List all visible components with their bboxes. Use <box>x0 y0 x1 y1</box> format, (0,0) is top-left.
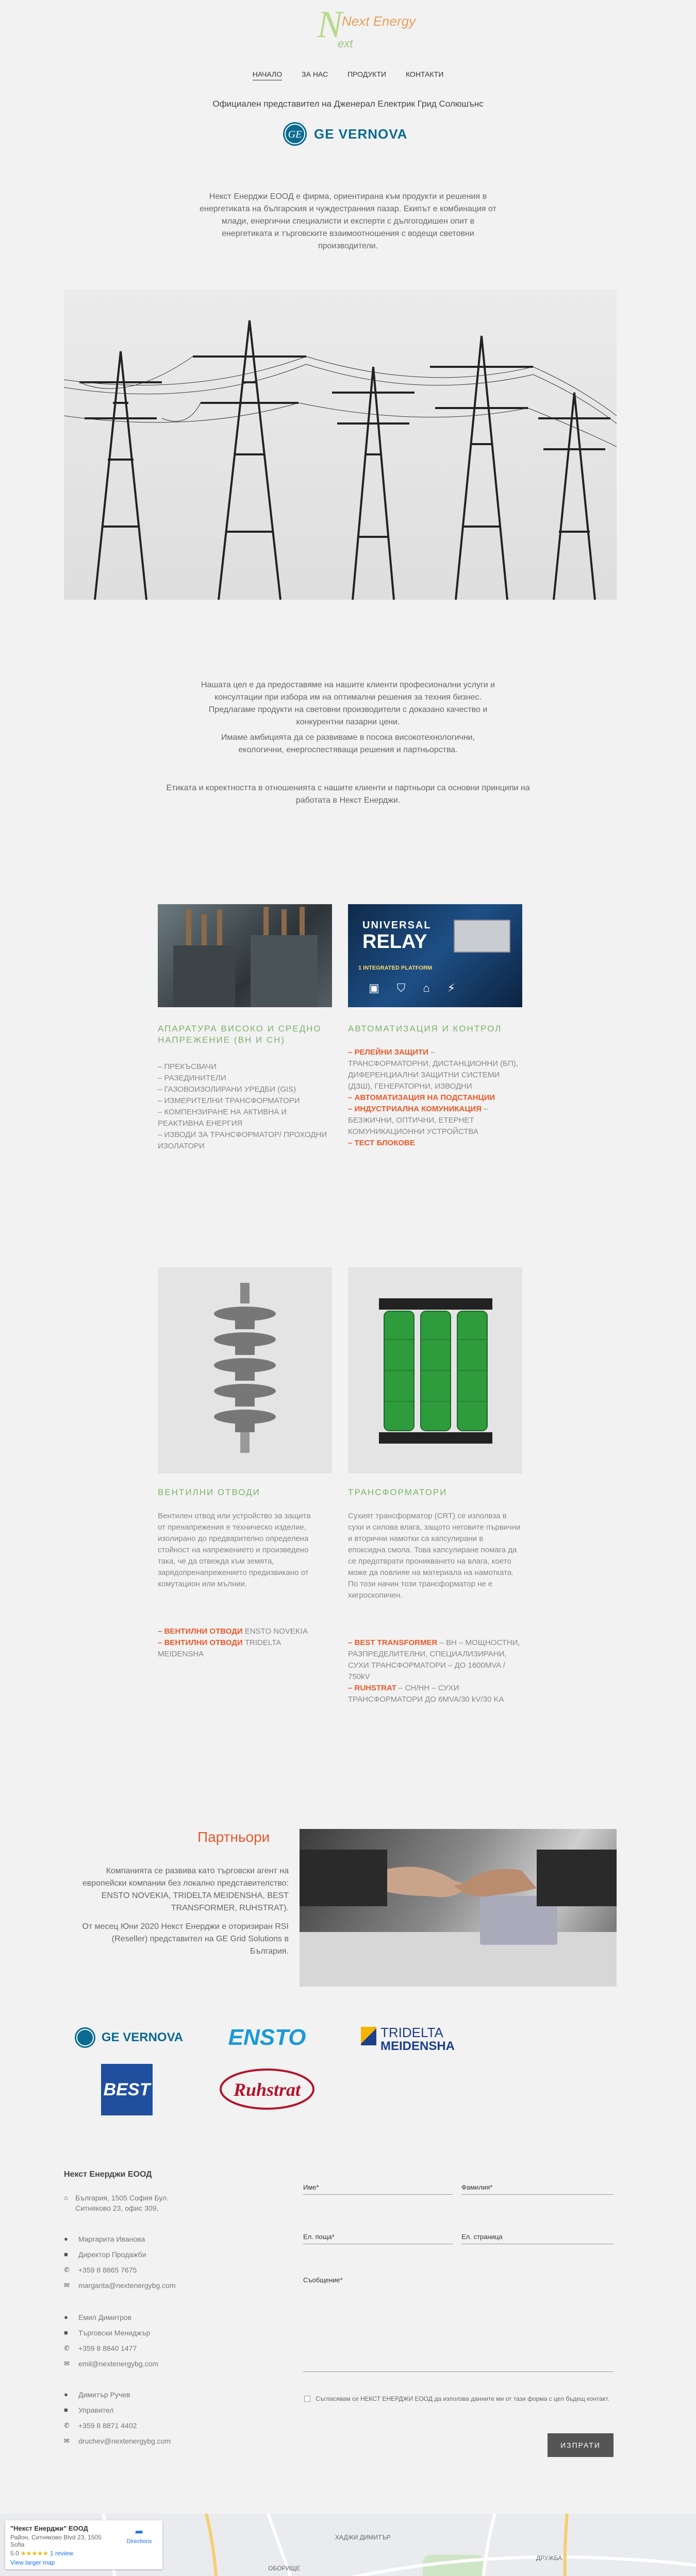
message-textarea[interactable]: Съобщение* <box>303 2276 614 2372</box>
partners-text <box>77 1865 289 1958</box>
map-label-oborishte: ОБОРИЩЕ <box>268 2565 301 2572</box>
hv-equipment-title[interactable]: АПАРАТУРА ВИСОКО И СРЕДНО НАПРЕЖЕНИЕ (ВН И СН) <box>158 1024 322 1045</box>
map-place-card <box>5 2520 162 2569</box>
list-item: – ВЕНТИЛНИ ОТВОДИ TRIDELTA MEIDENSHA <box>158 1638 281 1658</box>
email-input[interactable]: Ел. поща* <box>303 2233 453 2244</box>
contact-person-3: ● Димитър Ручев ■ Управител ✆ +359 8 8871 4402 ✉ druchev@nextenergybg.com <box>64 2391 171 2445</box>
logo-letter: N <box>317 4 343 46</box>
automation-title[interactable]: АВТОМАТИЗАЦИЯ И КОНТРОЛ <box>348 1024 502 1033</box>
nav-contacts[interactable]: КОНТАКТИ <box>406 70 444 78</box>
list-item: – BEST TRANSFORMER – ВН – МОЩНОСТНИ, РАЗПРЕДЕЛИТЕЛНИ, СПЕЦИАЛИЗИРАНИ, СУХИ ТРАНСФОРМАТОРИ – ДО 1600MVA / 750kV <box>348 1638 520 1681</box>
list-item: – ИЗВОДИ ЗА ТРАНСФОРМАТОР/ ПРОХОДНИ ИЗОЛАТОРИ <box>158 1130 327 1150</box>
transformers-title[interactable]: ТРАНСФОРМАТОРИ <box>348 1487 448 1497</box>
map-rating: 5.0 <box>10 2550 19 2557</box>
contact-person-1: ● Маргарита Иванова ■ Директор Продажби ✆ +359 8 8865 7675 ✉ margarita@nextenergybg.com <box>64 2235 176 2290</box>
hv-equipment-list <box>158 1061 328 1152</box>
brand-ge-vernova-text: GE VERNOVA <box>101 2030 184 2044</box>
relay-line1: UNIVERSAL <box>362 920 432 931</box>
ge-vernova-logo[interactable] <box>282 120 414 148</box>
list-item: – ВЕНТИЛНИ ОТВОДИ ENSTO NOVEKIA <box>158 1627 308 1636</box>
site-logo[interactable] <box>307 4 416 52</box>
phone-icon: ✆ <box>64 2344 70 2352</box>
rating-stars-icon: ★★★★★ <box>21 2550 48 2557</box>
nav-home[interactable]: НАЧАЛО <box>253 70 282 80</box>
ge-vernova-text: GE VERNOVA <box>314 126 408 142</box>
transformer-image[interactable] <box>348 1267 522 1473</box>
list-item: – РЕЛЕЙНИ ЗАЩИТИ – ТРАНСФОРМАТОРНИ, ДИСТАНЦИОННИ (БП), ДИФЕРЕНЦИАЛНИ ЗАЩИТНИ СИСТЕМИ (ДЗШ), ГЕНЕРАТОРНИ, ИЗВОДНИ <box>348 1048 518 1091</box>
partners-title: Партньори <box>197 1829 270 1845</box>
brand-tridelta-text: TRIDELTA <box>380 2025 443 2040</box>
home-icon: ⌂ <box>64 2194 68 2201</box>
view-larger-map-link[interactable]: View larger map <box>10 2559 55 2566</box>
list-item: – АВТОМАТИЗАЦИЯ НА ПОДСТАНЦИИ <box>348 1093 495 1102</box>
page-subtitle: Официален представител на Дженерал Електрик Грид Солюшънс <box>212 99 484 109</box>
name-input[interactable]: Име* <box>303 2183 453 2195</box>
address-text: България, 1505 София Бул. Ситняково 23, офис 309, <box>75 2194 169 2212</box>
brand-ruhstrat[interactable] <box>216 2066 319 2112</box>
logo-text: Next Energy <box>342 13 416 29</box>
user-icon: ● <box>64 2235 68 2243</box>
power-icon: ⚡ <box>447 981 456 994</box>
automation-list <box>348 1047 518 1149</box>
list-item: – ПРЕКЪСВАЧИ <box>158 1062 217 1071</box>
universal-relay-banner[interactable] <box>348 904 522 1007</box>
brand-ge-vernova[interactable] <box>64 2022 193 2053</box>
map-label-hadzhi: ХАДЖИ ДИМИТЪР <box>335 2534 391 2541</box>
user-icon: ● <box>64 2391 68 2398</box>
hv-equipment-image[interactable] <box>158 904 332 1007</box>
network-icon: ⌂ <box>423 981 430 994</box>
footer-company-name: Некст Енерджи ЕООД <box>64 2170 152 2179</box>
phone-icon: ✆ <box>64 2421 70 2429</box>
brand-tridelta[interactable] <box>361 2025 464 2056</box>
brand-best[interactable]: BEST <box>101 2064 153 2115</box>
user-icon: ● <box>64 2313 68 2321</box>
mission-paragraph: Нашата цел е да предоставяме на нашите клиенти професионални услуги и консултации при избора им на оптимални решения за техния бизнес. Предлагаме продукти на световни производители с доказано качество и конкурентни пазарни цени. <box>201 681 495 726</box>
briefcase-icon: ■ <box>64 2406 68 2414</box>
map-reviews-link[interactable]: 1 review <box>50 2550 73 2557</box>
map-label-druzhba: ДРУЖБА <box>536 2554 562 2562</box>
power-lines-image <box>64 290 617 600</box>
transformers-description: Сухият трансформатор (CRT) се изполвза в сухи и силова влага, защото неговите първични и вторични намотки са капсулирани в епоксидна смола. Това капсулиране помага да се предотврати проникването на влага, което може да повлияе на материала на намотката. По този начин този трансформатор не е хигроскопичен. <box>348 1512 521 1600</box>
nav-products[interactable]: ПРОДУКТИ <box>347 70 387 78</box>
footer-address <box>64 2193 188 2213</box>
device-icon: ▣ <box>369 981 379 994</box>
arresters-list <box>158 1626 318 1660</box>
transformers-list <box>348 1637 521 1705</box>
relay-line2: RELAY <box>362 931 427 953</box>
brand-ruhstrat-text: Ruhstrat <box>233 2079 301 2100</box>
email-icon: ✉ <box>64 2437 70 2445</box>
relay-device <box>454 920 510 953</box>
list-item: – РАЗЕДИНИТЕЛИ <box>158 1074 226 1082</box>
intro-paragraph: Некст Енерджи ЕООД е фирма, ориентирана към продукти и решения в енергетиката на българския и чуждестранния пазар. Екипът е комбинация от млади, енергични специалисти и експерти с дългогодишен опит в енергетиката и търговските взаимоотношения с водещи световни производители. <box>200 192 496 250</box>
ethics-paragraph: Етиката и коректността в отношенията с нашите клиенти и партньори са основни принципи на работата в Некст Енерджи. <box>166 784 530 805</box>
nav-about[interactable]: ЗА НАС <box>302 70 328 78</box>
ambition-paragraph: Имаме амбицията да се развиваме в посока високотехнологични, екологични, енергоспестяващи решения и партньорства. <box>221 733 475 754</box>
relay-caption: 1 INTEGRATED PLATFORM <box>358 965 433 971</box>
briefcase-icon: ■ <box>64 2250 68 2258</box>
list-item: – ИЗМЕРИТЕЛНИ ТРАНСФОРМАТОРИ <box>158 1096 300 1105</box>
submit-button[interactable]: ИЗПРАТИ <box>548 2433 614 2457</box>
surge-arrester-image[interactable] <box>158 1267 332 1473</box>
contact-person-2: ● Емил Димитров ■ Търговски Мениджър ✆ +359 8 8840 1477 ✉ emil@nextenergybg.com <box>64 2313 159 2368</box>
shield-icon: ⛉ <box>396 981 406 994</box>
list-item: – ИНДУСТРИАЛНА КОМУНИКАЦИЯ – БЕЗЖИЧНИ, ОПТИЧНИ, ЕТЕРНЕТ КОМУНИКАЦИОННИ УСТРОЙСТВА <box>348 1105 488 1136</box>
consent-label: Съгласявам се НЕКСТ ЕНЕРДЖИ ЕООД да използва данните ми от тази форма с цел бъдещ контакт. <box>316 2395 609 2402</box>
surname-input[interactable]: Фамилия* <box>461 2183 614 2195</box>
consent-checkbox[interactable] <box>304 2396 310 2402</box>
list-item: – КОМПЕНЗИРАНЕ НА АКТИВНА И РЕАКТИВНА ЕНЕРГИЯ <box>158 1108 287 1128</box>
email-icon: ✉ <box>64 2360 70 2367</box>
map-place-name: "Некст Енерджи" ЕООД <box>10 2524 88 2532</box>
arresters-title[interactable]: ВЕНТИЛНИ ОТВОДИ <box>158 1487 260 1497</box>
website-input[interactable]: Ел. страница <box>461 2233 614 2244</box>
brand-meidensha-text: MEIDENSHA <box>380 2039 455 2053</box>
email-icon: ✉ <box>64 2281 70 2289</box>
briefcase-icon: ■ <box>64 2329 68 2336</box>
list-item: – RUHSTRAT – СН/НН – СУХИ ТРАНСФОРМАТОРИ ДО 6MVA/30 kV/30 KA <box>348 1684 504 1704</box>
phone-icon: ✆ <box>64 2266 70 2274</box>
partners-paragraph-1: Компанията се развива като търговски агент на европейски компании без локално представителство: ENSTO NOVEKIA, TRIDELTA MEIDENSHA, BEST TRANSFORMER, RUHSTRAT). <box>82 1867 289 1912</box>
ge-monogram-text: GE <box>288 129 302 140</box>
directions-icon: ➦ <box>135 2527 144 2538</box>
ge-monogram-icon <box>282 121 308 147</box>
list-item: – ГАЗОВОИЗОЛИРАНИ УРЕДБИ (GIS) <box>158 1085 296 1094</box>
main-nav <box>242 70 454 80</box>
handshake-image <box>300 1829 617 1987</box>
brand-ensto[interactable]: ENSTO <box>228 2025 306 2050</box>
arresters-description: Вентилен отвод или устройство за защита от пренапрежения е техническо изделие, изолирано до предварително определена стойност на напрежението и произведено така, че да отвежда към земята, зарядопренапрежението предизвикано от комутацион или мълнии. <box>158 1512 311 1588</box>
partners-paragraph-2: От месец Юни 2020 Некст Енерджи е оторизиран RSI (Reseller) представител на GE Grid Solutions в България. <box>82 1922 289 1956</box>
list-item: – ТЕСТ БЛОКОВЕ <box>348 1139 415 1147</box>
tridelta-icon <box>361 2027 376 2045</box>
logo-subtext: ext <box>338 37 353 50</box>
directions-label: Directions <box>126 2538 152 2545</box>
directions-button[interactable] <box>124 2526 155 2545</box>
ge-monogram-icon <box>74 2026 96 2049</box>
map-place-address: Район, Ситняково Blvd 23, 1505 Sofia <box>10 2534 102 2548</box>
